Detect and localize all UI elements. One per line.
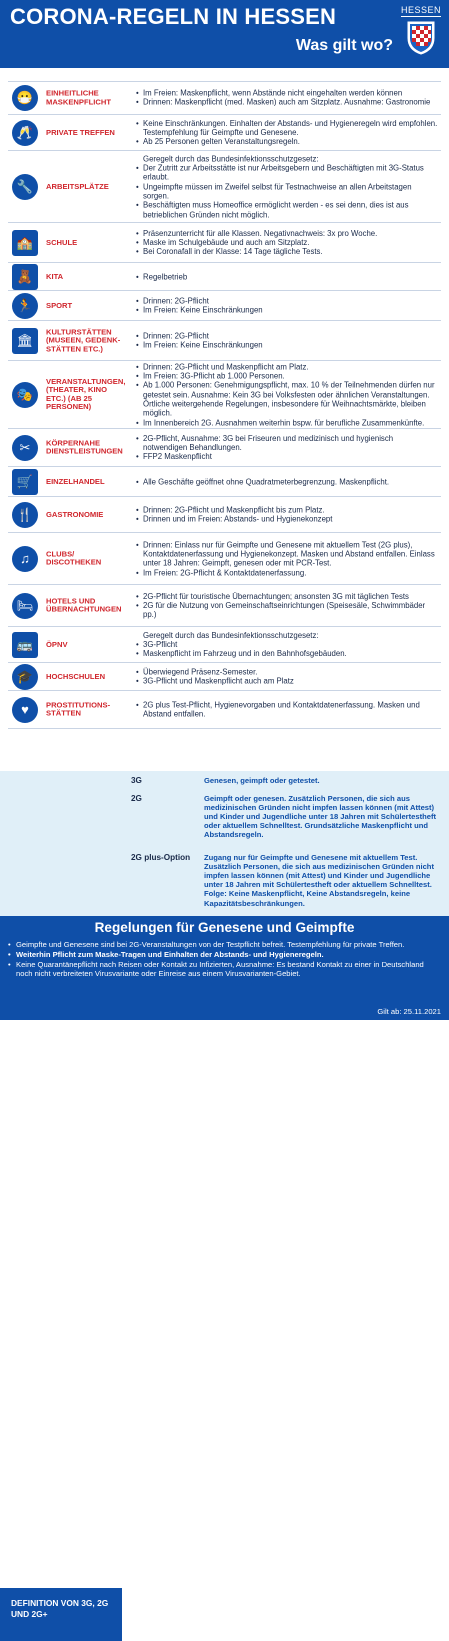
rule-row: [8, 81, 441, 115]
footer-list: [0, 938, 449, 978]
rule-line: • FFP2 Maskenpflicht: [136, 452, 438, 461]
sport-icon: 🏃: [12, 293, 38, 319]
rule-line: • Überwiegend Präsenz-Semester.: [136, 667, 438, 676]
footer-title: Regelungen für Genesene und Geimpfte: [94, 920, 355, 935]
rule-text: [136, 362, 438, 427]
rule-label: GASTRONOMIE: [46, 509, 104, 519]
footer-section: [0, 916, 449, 1020]
rule-row: [8, 663, 441, 691]
definition-text-3g: Genesen, geimpft oder getestet.: [204, 776, 320, 785]
bed-icon: 🛏: [12, 593, 38, 619]
rule-line: • Ungeimpfte müssen im Zweifel selbst für Testnachweise an allen Arbeitstagen sorgen.: [136, 182, 438, 201]
rule-text: [136, 477, 438, 486]
rule-line: • 3G-Pflicht: [136, 640, 438, 649]
rule-text: [136, 296, 438, 315]
rule-row: [8, 627, 441, 663]
rule-row: [8, 429, 441, 467]
kita-icon: 🧸: [12, 264, 38, 290]
rule-text: [136, 667, 438, 686]
definition-key-2g-plus: 2G plus-Option: [131, 853, 191, 862]
rule-text: [136, 118, 438, 146]
rule-line: • Regelbetrieb: [136, 272, 438, 281]
footer-item: • Weiterhin Pflicht zum Maske-Tragen und Einhalten der Abstands- und Hygieneregeln.: [8, 950, 441, 959]
rule-text: [136, 591, 438, 619]
rule-row: [8, 497, 441, 533]
rule-line: • Maskenpflicht im Fahrzeug und in den Bahnhofsgebäuden.: [136, 649, 438, 658]
valid-from-date: Gilt ab: 25.11.2021: [377, 1007, 441, 1016]
rule-line: • Drinnen: 2G-Pflicht: [136, 331, 438, 340]
rule-line: • Im Freien: Keine Einschränkungen: [136, 306, 438, 315]
definition-key-2g: 2G: [131, 794, 142, 803]
rule-label: ÖPNV: [46, 639, 68, 649]
mask-icon: 😷: [12, 85, 38, 111]
rule-line: • Keine Einschränkungen. Einhalten der Abstands- und Hygieneregeln wird empfohlen. Testempfehlung für Geimpfte und Genesene.: [136, 118, 438, 137]
rule-label: SCHULE: [46, 237, 78, 247]
rule-text: [136, 505, 438, 524]
bus-icon: 🚌: [12, 632, 38, 658]
rule-label: HOTELS UND ÜBERNACHTUNGEN: [46, 596, 122, 614]
rule-text: [136, 89, 438, 108]
rule-line: • Im Freien: Keine Einschränkungen: [136, 341, 438, 350]
rule-row: [8, 223, 441, 263]
rule-text: [136, 154, 438, 219]
hairdresser-icon: ✂: [12, 435, 38, 461]
museum-icon: 🏛: [12, 328, 38, 354]
lion-shield-icon: [406, 20, 436, 56]
rule-row: [8, 361, 441, 429]
rule-line: • Drinnen und im Freien: Abstands- und Hygienekonzept: [136, 515, 438, 524]
crest-label: HESSEN: [401, 5, 442, 15]
rule-label: SPORT: [46, 300, 73, 310]
rule-line: • Im Freien: Maskenpflicht, wenn Abstände nicht eingehalten werden können: [136, 89, 438, 98]
rule-text: [136, 331, 438, 350]
rules-list: [8, 81, 441, 729]
rule-line: • Im Freien: 3G-Pflicht ab 1.000 Personen.: [136, 371, 438, 380]
footer-item: • Geimpfte und Genesene sind bei 2G-Veranstaltungen von der Testpflicht befreit. Testempfehlung für private Treffen.: [8, 940, 441, 949]
heart-icon: ♥: [12, 697, 38, 723]
definitions-label: DEFINITION VON 3G, 2G UND 2G+: [0, 1588, 122, 1641]
rule-row: [8, 291, 441, 321]
rule-label: KITA: [46, 271, 64, 281]
header-banner: [0, 0, 449, 68]
rule-label: ARBEITSPLÄTZE: [46, 181, 109, 191]
music-icon: ♫: [12, 546, 38, 572]
rule-line: • Im Innenbereich 2G. Ausnahmen weiterhin bspw. für berufliche Zusammenkünfte.: [136, 418, 438, 427]
footer-item: • Keine Quarantänepflicht nach Reisen oder Kontakt zu Infizierten, Ausnahme: Es bestand Kontakt zu einer in Deutschland noch nicht verbreiteten Virusvariante oder Einreise aus einem Virusvarianten-Gebiet.: [8, 960, 441, 978]
rule-row: [8, 467, 441, 497]
rule-line: • Drinnen: Maskenpflicht (med. Masken) auch am Sitzplatz. Ausnahme: Gastronomie: [136, 98, 438, 107]
rule-text: [136, 272, 438, 281]
rule-line: • Alle Geschäfte geöffnet ohne Quadratmeterbegrenzung. Maskenpflicht.: [136, 477, 438, 486]
rule-row: [8, 115, 441, 151]
rule-text: [136, 540, 438, 577]
rule-row: [8, 151, 441, 223]
rule-line: Geregelt durch das Bundesinfektionsschutzgesetz:: [143, 630, 319, 640]
rule-line: • 3G-Pflicht und Maskenpflicht auch am Platz: [136, 677, 438, 686]
definition-text-2g-plus: Zugang nur für Geimpfte und Genesene mit aktuellem Test. Zusätzlich Personen, die sich aus medizinischen Gründen nicht impfen lassen können (mit Attest) und Kinder und Jugendliche unter 18 Jahren mit Schülertestheft oder aktuellem Schnelltest. Folge: Keine Maskenpflicht, Keine Abstandsregeln, keine Kapazitätsbeschränkungen.: [204, 853, 434, 908]
rule-line: • 2G-Pflicht, Ausnahme: 3G bei Friseuren und medizinisch und hygienisch notwendigen Behandlungen.: [136, 433, 438, 452]
rule-row: [8, 263, 441, 291]
rule-label: KÖRPERNAHE DIENSTLEISTUNGEN: [46, 438, 123, 456]
rule-label: HOCHSCHULEN: [46, 671, 106, 681]
rule-row: [8, 585, 441, 627]
theater-icon: 🎭: [12, 382, 38, 408]
rule-line: • Drinnen: 2G-Pflicht und Maskenpflicht bis zum Platz.: [136, 505, 438, 514]
graduation-icon: 🎓: [12, 664, 38, 690]
rule-line: • Ab 25 Personen gelten Veranstaltungsregeln.: [136, 137, 438, 146]
rule-text: [136, 630, 438, 658]
rule-line: Geregelt durch das Bundesinfektionsschutzgesetz:: [143, 153, 319, 163]
rule-line: • Beschäftigten muss Homeoffice ermöglicht werden - es sei denn, dies ist aus betrieblichen Gründen nicht möglich.: [136, 201, 438, 220]
cart-icon: 🛒: [12, 469, 38, 495]
rule-text: [136, 433, 438, 461]
rule-line: • 2G-Pflicht für touristische Übernachtungen; ansonsten 3G mit täglichen Tests: [136, 591, 438, 600]
rule-label: CLUBS/ DISCOTHEKEN: [46, 549, 102, 567]
rule-row: [8, 691, 441, 729]
page-title: CORONA-REGELN IN HESSEN: [10, 4, 337, 29]
definition-key-3g: 3G: [131, 776, 142, 785]
toast-icon: 🥂: [12, 120, 38, 146]
rule-line: • Präsenzunterricht für alle Klassen. Negativnachweis: 3x pro Woche.: [136, 228, 438, 237]
school-icon: 🏫: [12, 230, 38, 256]
rule-label: VERANSTALTUNGEN, (THEATER, KINO ETC.) (AB 25 PERSONEN): [46, 376, 126, 411]
rule-line: • 2G für die Nutzung von Gemeinschaftseinrichtungen (Speisesäle, Schwimmbäder pp.): [136, 601, 438, 620]
rule-label: KULTURSTÄTTEN (MUSEEN, GEDENK-STÄTTEN ETC.): [46, 326, 121, 353]
rule-line: • Maske im Schulgebäude und auch am Sitzplatz.: [136, 238, 438, 247]
rule-label: PROSTITUTIONS-STÄTTEN: [46, 700, 111, 718]
rule-line: • Im Freien: 2G-Pflicht & Kontaktdatenerfassung.: [136, 568, 438, 577]
rule-label: EINHEITLICHE MASKENPFLICHT: [46, 88, 111, 106]
rule-row: [8, 533, 441, 585]
wrench-icon: 🔧: [12, 174, 38, 200]
rule-line: • Der Zutritt zur Arbeitsstätte ist nur Arbeitsgebern und Beschäftigten mit 3G-Status erlaubt.: [136, 163, 438, 182]
rule-line: • Ab 1.000 Personen: Genehmigungspflicht, max. 10 % der Teilnehmenden dürfen nur getestet sein. Ausnahme: Kein 3G bei Volksfesten oder ähnlichen Veranstaltungen. Örtliche weitergehende Regelungen, insbesondere für Weihnachtsmärkte, bleiben möglich.: [136, 380, 438, 417]
rule-row: [8, 321, 441, 361]
rule-text: [136, 700, 438, 719]
restaurant-icon: 🍴: [12, 502, 38, 528]
rule-line: • Drinnen: Einlass nur für Geimpfte und Genesene mit aktuellem Test (2G plus), Kontaktdatenerfassung und Hygienekonzept. Masken und Abstand entfallen. Einlass unter 18 Jahren: Geimpft, genesen oder mit PCR-Test.: [136, 540, 438, 568]
rule-line: • Bei Coronafall in der Klasse: 14 Tage tägliche Tests.: [136, 247, 438, 256]
rule-line: • Drinnen: 2G-Pflicht: [136, 296, 438, 305]
rule-line: • Drinnen: 2G-Pflicht und Maskenpflicht am Platz.: [136, 362, 438, 371]
definition-text-2g: Geimpft oder genesen. Zusätzlich Personen, die sich aus medizinischen Gründen nicht impfen lassen können (mit Attest) und Kinder und Jugendliche unter 18 Jahren mit Schülertestheft oder aktuellem Schnelltest. Grundsätzliche Maskenpflicht und Abstandsregeln.: [204, 794, 437, 840]
page-subtitle: Was gilt wo?: [295, 37, 393, 54]
rule-line: • 2G plus Test-Pflicht, Hygienevorgaben und Kontaktdatenerfassung. Masken und Abstand entfallen.: [136, 700, 438, 719]
rule-label: EINZELHANDEL: [46, 476, 105, 486]
rule-label: PRIVATE TREFFEN: [46, 127, 115, 137]
hessen-crest: [401, 5, 441, 61]
rule-text: [136, 228, 438, 256]
